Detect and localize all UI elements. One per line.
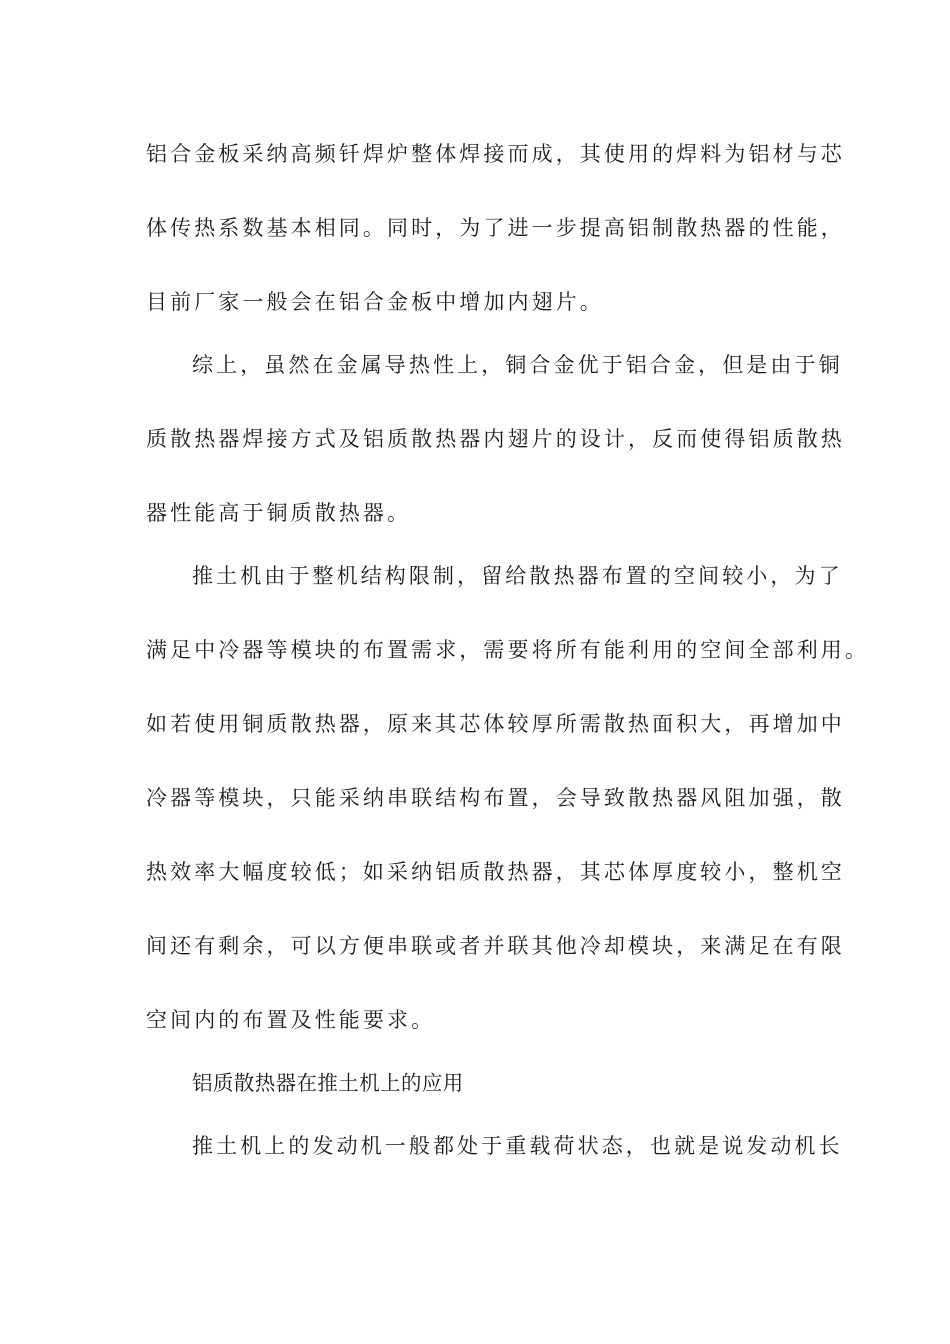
paragraph-1-line-3: 目前厂家一般会在铝合金板中增加内翅片。 xyxy=(146,290,604,314)
paragraph-2-line-1: 综上，虽然在金属导热性上，铜合金优于铝合金，但是由于铜 xyxy=(192,353,843,377)
paragraph-3-line-5: 热效率大幅度较低；如采纳铝质散热器，其芯体厚度较小，整机空 xyxy=(146,860,845,884)
paragraph-3-line-7: 空间内的布置及性能要求。 xyxy=(146,1008,436,1032)
section-heading: 铝质散热器在推土机上的应用 xyxy=(192,1071,464,1095)
paragraph-1-line-1: 铝合金板采纳高频钎焊炉整体焊接而成，其使用的焊料为铝材与芯 xyxy=(146,142,845,166)
paragraph-3-line-6: 间还有剩余，可以方便串联或者并联其他冷却模块，来满足在有限 xyxy=(146,934,845,958)
paragraph-2-line-2: 质散热器焊接方式及铝质散热器内翅片的设计，反而使得铝质散热 xyxy=(146,427,845,451)
paragraph-3-line-2: 满足中冷器等模块的布置需求，需要将所有能利用的空间全部利用。 xyxy=(146,638,869,662)
paragraph-3-line-3: 如若使用铜质散热器，原来其芯体较厚所需散热面积大，再增加中 xyxy=(146,712,845,736)
paragraph-3-line-1: 推土机由于整机结构限制，留给散热器布置的空间较小，为了 xyxy=(192,564,843,588)
paragraph-1-line-2: 体传热系数基本相同。同时，为了进一步提高铝制散热器的性能， xyxy=(146,216,845,240)
paragraph-4-line-1: 推土机上的发动机一般都处于重载荷状态，也就是说发动机长 xyxy=(192,1134,843,1158)
paragraph-3-line-4: 冷器等模块，只能采纳串联结构布置，会导致散热器风阻加强，散 xyxy=(146,786,845,810)
paragraph-2-line-3: 器性能高于铜质散热器。 xyxy=(146,501,412,525)
